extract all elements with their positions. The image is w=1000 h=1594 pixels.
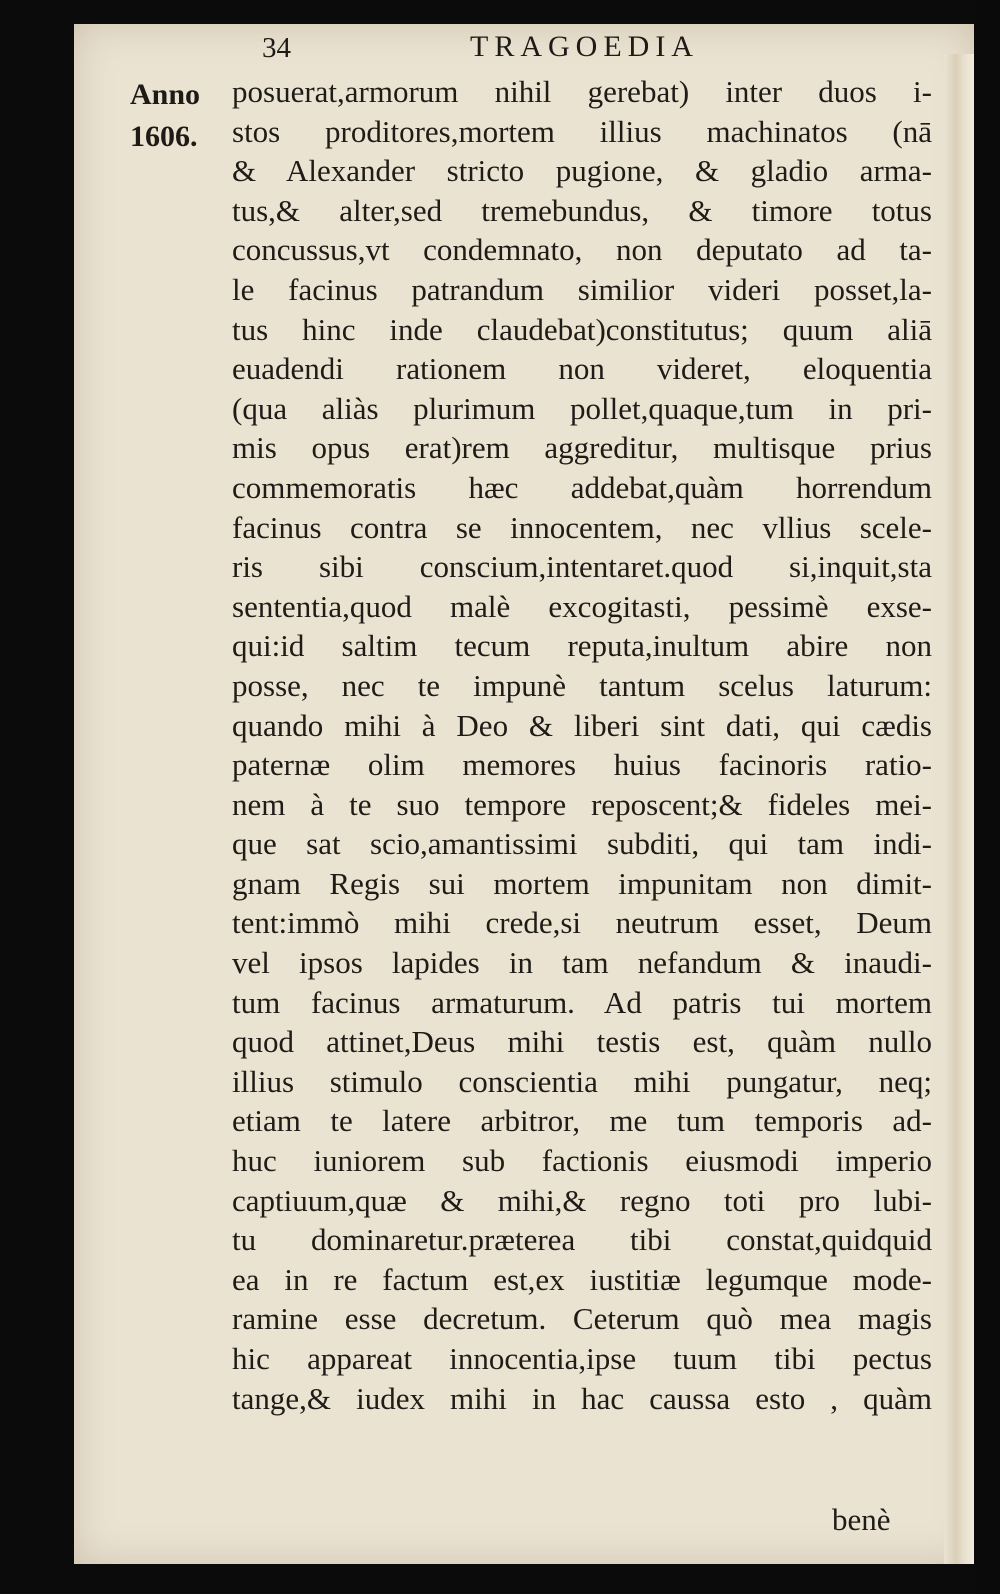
text-line: sententia,quod malè excogitasti, pessimè exse-	[232, 588, 932, 624]
text-line: qui:id saltim tecum reputa,inultum abire non	[232, 628, 932, 664]
text-line: gnam Regis sui mortem impunitam non dimit-	[232, 865, 932, 901]
text-line: concussus,vt condemnato, non deputato ad ta-	[232, 232, 932, 268]
text-line: tus hinc inde claudebat)constitutus; quum aliā	[232, 311, 932, 347]
marginal-year-note	[130, 74, 200, 158]
text-line: posuerat,armorum nihil gerebat) inter duos i-	[232, 74, 932, 109]
margin-note-line: 1606.	[130, 120, 198, 153]
text-line: paternæ olim memores huius facinoris ratio-	[232, 747, 932, 783]
text-line: le facinus patrandum similior videri posset,la-	[232, 271, 932, 307]
text-line: huc iuniorem sub factionis eiusmodi imperio	[232, 1143, 932, 1179]
text-line: tus,& alter,sed tremebundus, & timore totus	[232, 192, 932, 228]
margin-note-line: Anno	[130, 78, 201, 111]
text-line: stos proditores,mortem illius machinatos (nā	[232, 113, 932, 149]
text-line: captiuum,quæ & mihi,& regno toti pro lubi-	[232, 1182, 932, 1218]
text-line: quod attinet,Deus mihi testis est, quàm nullo	[232, 1024, 932, 1060]
text-line: commemoratis hæc addebat,quàm horrendum	[232, 469, 932, 505]
text-line: ramine esse decretum. Ceterum quò mea magis	[232, 1301, 932, 1337]
text-line: tu dominaretur.præterea tibi constat,quidquid	[232, 1222, 932, 1258]
scan-edge	[975, 0, 1000, 1594]
text-line: illius stimulo conscientia mihi pungatur, neq;	[232, 1063, 932, 1099]
text-line: tum facinus armaturum. Ad patris tui mortem	[232, 984, 932, 1020]
page-number: 34	[262, 32, 291, 64]
text-line: euadendi rationem non videret, eloquentia	[232, 351, 932, 387]
text-line: facinus contra se innocentem, nec vllius scele-	[232, 509, 932, 545]
body-text	[232, 72, 932, 1418]
text-line: quando mihi à Deo & liberi sint dati, qui cædis	[232, 707, 932, 743]
text-line: mis opus erat)rem aggreditur, multisque prius	[232, 430, 932, 466]
text-line: hic appareat innocentia,ipse tuum tibi pectus	[232, 1341, 932, 1376]
text-line: que sat scio,amantissimi subditi, qui tam indi-	[232, 826, 932, 862]
text-line: vel ipsos lapides in tam nefandum & inaudi-	[232, 945, 932, 981]
text-line: posse, nec te impunè tantum scelus laturum:	[232, 667, 932, 703]
catchword: benè	[832, 1502, 891, 1537]
text-line: & Alexander stricto pugione, & gladio arma-	[232, 153, 932, 189]
running-title: TRAGOEDIA	[470, 30, 699, 63]
text-line: tange,& iudex mihi in hac caussa esto , quàm	[232, 1380, 932, 1416]
page-gutter-shadow	[944, 54, 974, 1564]
text-line: ris sibi conscium,intentaret.quod si,inquit,sta	[232, 549, 932, 585]
text-line: nem à te suo tempore reposcent;& fideles mei-	[232, 786, 932, 822]
text-line: tent:immò mihi crede,si neutrum esset, Deum	[232, 905, 932, 941]
text-line: (qua aliàs plurimum pollet,quaque,tum in pri-	[232, 390, 932, 426]
text-line: etiam te latere arbitror, me tum temporis ad-	[232, 1103, 932, 1139]
text-line: ea in re factum est,ex iustitiæ legumque mode-	[232, 1261, 932, 1297]
